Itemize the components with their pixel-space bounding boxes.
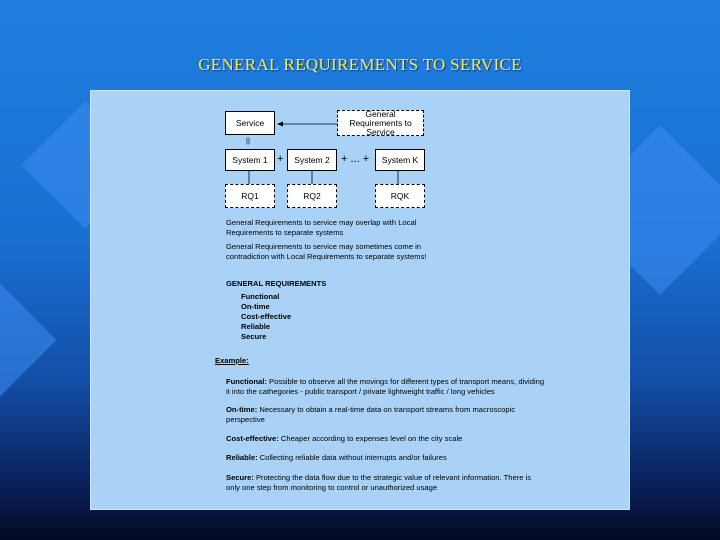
slide-title: GENERAL REQUIREMENTS TO SERVICE <box>198 55 522 74</box>
example-text: Cheaper according to expenses level on the city scale <box>278 434 463 443</box>
rqk-box: RQK <box>375 184 425 208</box>
service-box: Service <box>225 111 275 135</box>
example-term: Reliable: <box>226 453 258 462</box>
content-panel <box>90 90 630 510</box>
requirements-heading: GENERAL REQUIREMENTS <box>226 279 327 288</box>
note-contradiction: General Requirements to service may sometimes come in contradiction with Local Requirements to separate systems! <box>226 242 427 261</box>
system-1-box: System 1 <box>225 149 275 171</box>
requirement-item: Cost-effective <box>241 312 292 321</box>
example-text: Protecting the data flow due to the strategic value of relevant information. There is only one step from monitoring to control or unauthorized usage <box>226 473 532 492</box>
example-entry <box>226 434 546 444</box>
example-text: Necessary to obtain a real-time data on transport streams from macroscopic perspective <box>226 405 516 424</box>
plus-sign: + <box>277 153 284 165</box>
requirement-item: Functional <box>241 292 280 301</box>
example-entry <box>226 377 546 396</box>
rq1-box: RQ1 <box>225 184 275 208</box>
ellipsis-plus: + ... + <box>341 153 370 165</box>
example-text: Collecting reliable data without interrupts and/or failures <box>257 453 447 462</box>
requirement-item: Reliable <box>241 322 271 331</box>
example-entry <box>226 405 531 424</box>
requirement-item: Secure <box>241 332 267 341</box>
example-term: Secure: <box>226 473 254 482</box>
general-requirements-box: General Requirements to Service <box>337 110 424 136</box>
example-text: Possible to observe all the movings for different types of transport means, dividing it into the cathegories - public transport / private lightweight traffic / long vehicles <box>226 377 545 396</box>
system-k-box: System K <box>375 149 425 171</box>
equals-sign: || <box>246 136 250 145</box>
arrowhead-icon <box>277 122 283 127</box>
example-entry <box>226 473 546 492</box>
rq2-box: RQ2 <box>287 184 337 208</box>
example-heading: Example: <box>215 356 249 365</box>
note-overlap: General Requirements to service may overlap with Local Requirements to separate systems <box>226 218 417 237</box>
example-entry <box>226 453 546 463</box>
system-2-box: System 2 <box>287 149 337 171</box>
example-term: On-time: <box>226 405 258 414</box>
example-term: Cost-effective: <box>226 434 279 443</box>
requirement-item: On-time <box>241 302 270 311</box>
background-decoration <box>0 283 57 396</box>
example-term: Functional: <box>226 377 267 386</box>
